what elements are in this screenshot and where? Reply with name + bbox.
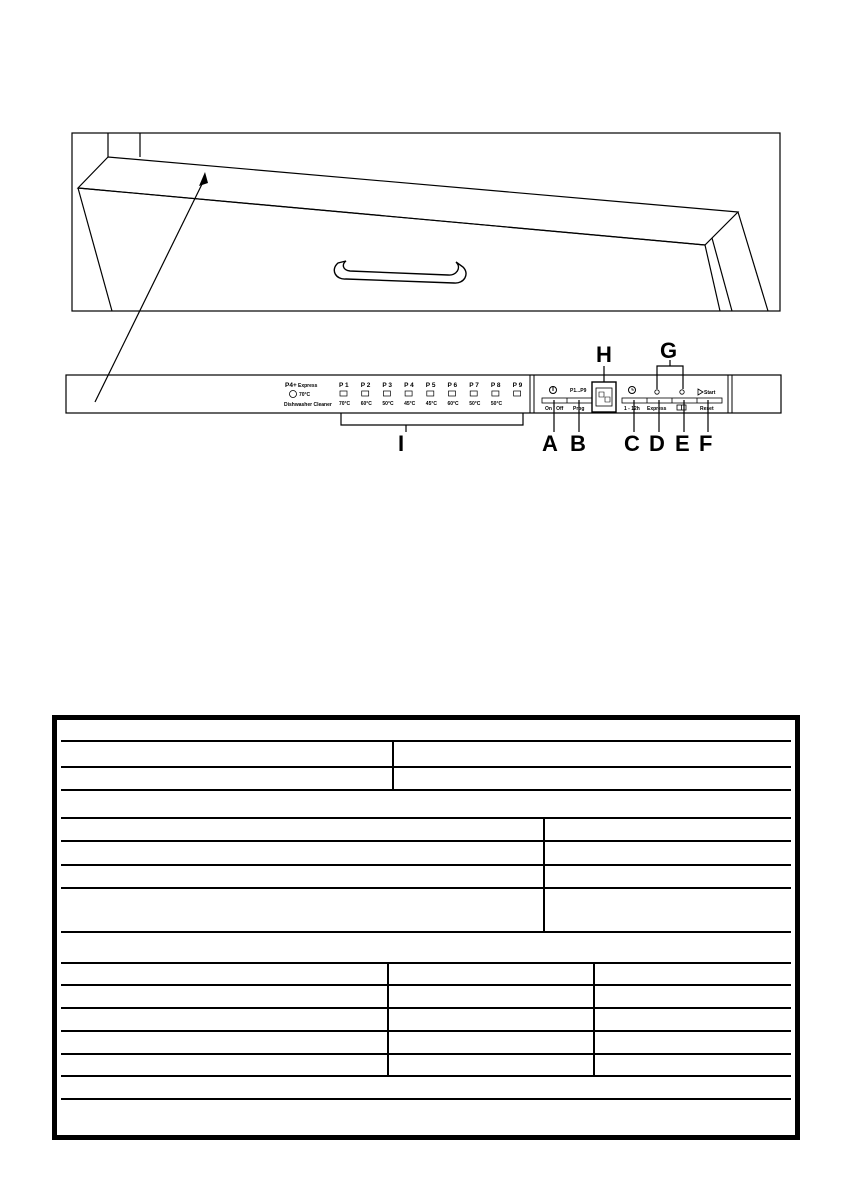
express-icon: Express [647,406,667,412]
program-icon [340,391,347,396]
callout-letters [398,338,712,456]
display-icon [592,382,616,412]
start-play-icon [698,389,703,395]
table-row [61,984,791,986]
program-icon [383,391,390,396]
program-special-label: P4+ [285,382,297,389]
table-row [61,789,791,791]
callout-e: E [675,431,690,456]
callout-d: D [649,431,665,456]
program-label: P 2 [360,382,371,389]
specification-table [52,715,800,1140]
table-row [61,840,791,842]
program-label: P 1 [339,382,349,389]
door-handle [334,261,466,283]
indicator-light-d [655,390,659,394]
program-temp: 45°C [425,401,437,407]
table-row [61,1098,791,1100]
table-row [61,931,791,933]
program-icon [470,391,477,396]
callout-a: A [542,431,558,456]
program-icon [449,391,456,396]
button-labels [545,386,716,412]
program-temp: 50°C [469,401,481,407]
table-row [61,962,791,964]
prog-header-label: P1...P9 [570,388,587,394]
callout-g: G [660,338,678,363]
program-label: P 5 [425,382,436,389]
table-row [61,1007,791,1009]
table-row [61,887,791,889]
program-label: P 8 [490,382,501,389]
program-label: P 9 [512,382,523,389]
program-icon [427,391,434,396]
callout-h: H [596,342,612,367]
delay-label: 1 - 12h [624,406,640,412]
program-label: P 7 [469,382,479,389]
program-temp: 50°C [382,401,394,407]
table-row [61,740,791,742]
program-temp: 45°C [404,401,416,407]
control-panel-strip [66,375,781,413]
on-off-label: On / Off [545,406,564,412]
program-icon [492,391,499,396]
program-icon [405,391,412,396]
cleaner-icon [290,391,297,398]
program-special-name: Dishwasher Cleaner [284,402,332,408]
table-row [61,1075,791,1077]
callout-lines [341,360,708,432]
program-icon [362,391,369,396]
indicator-light-e [680,390,684,394]
program-temp: 60°C [360,401,372,407]
program-icon [514,391,521,396]
table-row [61,1030,791,1032]
start-label: Start [704,390,716,396]
table-divider [543,817,545,933]
callout-i: I [398,431,405,456]
program-special-temp: 70°C [299,392,311,398]
prog-label: Prog [573,406,585,412]
callout-c: C [624,431,640,456]
program-label: P 3 [382,382,393,389]
callout-b: B [570,431,586,456]
table-divider [392,740,394,791]
express-brand-text: Express [298,383,318,389]
program-temp: 50°C [490,401,503,407]
program-temp: 60°C [447,401,459,407]
program-temp: 70°C [339,401,351,407]
table-row [61,864,791,866]
callout-f: F [699,431,713,456]
reset-label: Reset [700,406,714,412]
table-row [61,766,791,768]
program-label: P 4 [404,382,414,389]
table-divider [593,962,595,1077]
table-divider [387,962,389,1077]
program-labels [284,382,523,408]
table-row [61,817,791,819]
table-row [61,1053,791,1055]
program-label: P 6 [447,382,458,389]
